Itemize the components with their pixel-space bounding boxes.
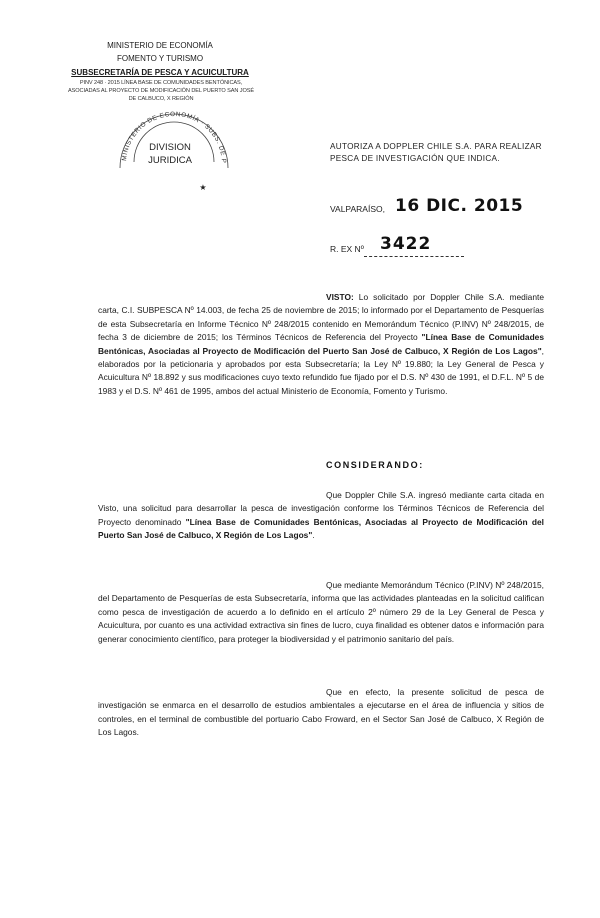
visto-label: VISTO: xyxy=(326,292,354,302)
visto-text-2: , elaborados por la peticionaria y aprobados por esta Subsecretaría; la Ley Nº 19.880; la Ley General de Pesca y Acuicultura Nº 18.892 y sus modificaciones cuyo texto refundido fue fijado por el D.S. Nº 430 de 1991, el D.F.L. Nº 5 de 1983 y el D.S. Nº 461 de 1995, ambos del actual Ministerio de Economía, Fomento y Turismo. xyxy=(98,345,544,396)
division-juridica-stamp xyxy=(106,102,242,202)
rex-label: R. EX Nº xyxy=(330,244,364,254)
considerando-heading: CONSIDERANDO: xyxy=(326,460,424,470)
place-label: VALPARAÍSO, xyxy=(330,204,385,214)
para1-text-1: Que Doppler Chile S.A. ingresó mediante carta citada en Visto, una solicitud para desarrollar la pesca de investigación conforme los Términos Técnicos de Referencia del Proyecto denominado xyxy=(98,490,544,527)
considerando-paragraph-1 xyxy=(98,489,544,543)
ministry-subtitle: FOMENTO Y TURISMO xyxy=(116,54,204,63)
date-stamp: 16 DIC. 2015 xyxy=(395,196,524,216)
stamp-line-1: DIVISION xyxy=(149,142,191,153)
stamp-star-icon: ★ xyxy=(199,183,207,192)
resolution-subject: AUTORIZA A DOPPLER CHILE S.A. PARA REALIZAR PESCA DE INVESTIGACIÓN QUE INDICA. xyxy=(330,142,542,163)
subsecretaria-name: SUBSECRETARÍA DE PESCA Y ACUICULTURA xyxy=(71,68,249,77)
stamp-ring-text: MINISTERIO DE ECONOMÍA · SUBS. DE P xyxy=(121,110,228,164)
stamp-line-2: JURIDICA xyxy=(148,155,192,166)
para3-text: Que en efecto, la presente solicitud de pesca de investigación se enmarca en el desarrollo de estudios ambientales a ejecutarse en el área de influencia y sitios de controles, en el terminal de combustible del portuario Cabo Froward, en el Sector San José de Calbuco, X Región de Los Lagos. xyxy=(98,687,544,738)
para2-text: Que mediante Memorándum Técnico (P.INV) Nº 248/2015, del Departamento de Pesquerías de esta Subsecretaría, informa que las actividades planteadas en la solicitud califican como pesca de investigación de acuerdo a lo definido en el artículo 2º número 29 de la Ley General de Pesca y Acuicultura, por cuanto es una actividad extractiva sin fines de lucro, cuya finalidad es obtener datos e información para generar conocimiento científico, para proteger la biodiversidad y el patrimonio sanitario del país. xyxy=(98,580,544,644)
reference-line-1: PINV 248 · 2015 LÍNEA BASE DE COMUNIDADES BENTÓNICAS, xyxy=(79,80,243,86)
visto-paragraph xyxy=(98,291,544,398)
visto-project-name: "Línea Base de Comunidades Bentónicas, Asociadas al Proyecto de Modificación del Puerto San José de Calbuco, X Región de Los Lagos" xyxy=(98,332,544,356)
para1-text-2: . xyxy=(312,530,315,541)
para1-project-name: "Línea Base de Comunidades Bentónicas, Asociadas al Proyecto de Modificación del Puerto San José de Calbuco, X Región de Los Lagos" xyxy=(98,516,544,541)
rex-number: 3422 xyxy=(380,234,432,254)
stamp-seal-icon xyxy=(106,102,242,202)
rex-underline xyxy=(364,256,464,257)
considerando-paragraph-3 xyxy=(98,686,544,740)
reference-line-2: ASOCIADAS AL PROYECTO DE MODIFICACIÓN DEL PUERTO SAN JOSÉ xyxy=(68,88,254,94)
considerando-paragraph-2 xyxy=(98,579,544,646)
reference-line-3: DE CALBUCO, X REGIÓN xyxy=(128,96,194,102)
ministry-name: MINISTERIO DE ECONOMÍA xyxy=(107,41,213,50)
visto-text-1: Lo solicitado por Doppler Chile S.A. mediante carta, C.I. SUBPESCA Nº 14.003, de fecha 25 de noviembre de 2015; lo informado por el Departamento de Pesquerías de esta Subsecretaría en Informe Técnico Nº 248/2015 contenido en Memorándum Técnico (P.INV) Nº 248/2015, de fecha 3 de diciembre de 2015; los Términos Técnicos de Referencia del Proyecto xyxy=(98,292,544,343)
